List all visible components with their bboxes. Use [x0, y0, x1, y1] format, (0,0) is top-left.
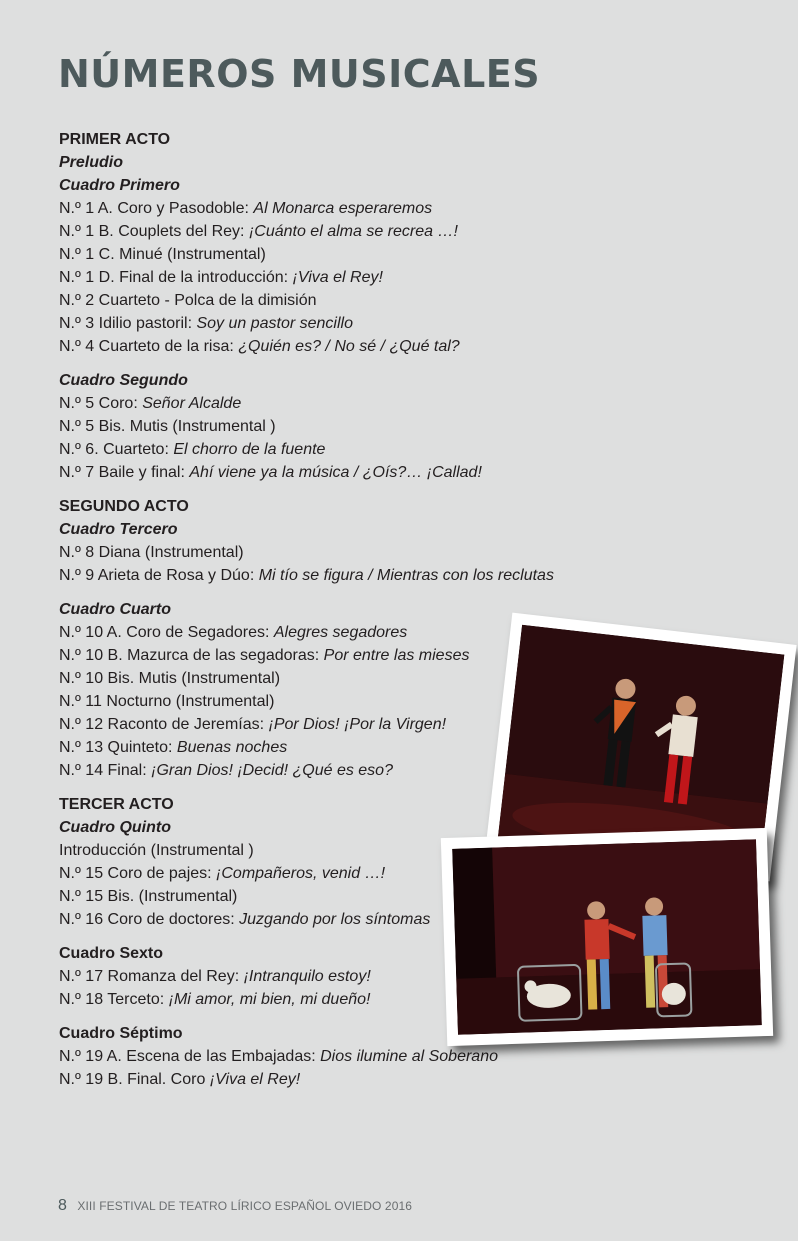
number-label: N.º 2 Cuarteto - Polca de la dimisión: [59, 292, 317, 309]
number-label: N.º 19 B. Final. Coro: [59, 1071, 210, 1088]
section-gap: [59, 587, 579, 598]
piece-title: Soy un pastor sencillo: [196, 315, 353, 332]
number-label: N.º 15 Bis. (Instrumental): [59, 888, 238, 905]
musical-number-item: [59, 541, 579, 564]
musical-number-item: [59, 564, 579, 587]
stage-photo-pages-image: [452, 839, 762, 1034]
number-label: N.º 8 Diana (Instrumental): [59, 544, 244, 561]
number-label: N.º 18 Terceto:: [59, 991, 169, 1008]
piece-title: Por entre las mieses: [323, 647, 470, 664]
number-label: N.º 6. Cuarteto:: [59, 441, 174, 458]
number-label: N.º 10 Bis. Mutis (Instrumental): [59, 670, 281, 687]
number-label: N.º 1 D. Final de la introducción:: [59, 269, 293, 286]
number-label: N.º 19 A. Escena de las Embajadas:: [59, 1048, 321, 1065]
scene-heading: Cuadro Segundo: [59, 372, 188, 389]
footer-text: XIII FESTIVAL DE TEATRO LÍRICO ESPAÑOL OVIEDO 2016: [77, 1199, 413, 1213]
number-label: N.º 1 B. Couplets del Rey:: [59, 223, 249, 240]
piece-title: ¡Intranquilo estoy!: [243, 968, 371, 985]
musical-number-item: [59, 220, 579, 243]
scene-heading: Cuadro Cuarto: [59, 601, 171, 618]
scene-heading: Cuadro Quinto: [59, 819, 171, 836]
musical-number-item: [59, 1045, 579, 1068]
musical-number-item: [59, 392, 579, 415]
number-label: N.º 7 Baile y final:: [59, 464, 190, 481]
piece-title: Al Monarca esperaremos: [253, 200, 433, 217]
section-gap: [59, 358, 579, 369]
piece-title: ¡Viva el Rey!: [292, 269, 383, 286]
musical-number-item: [59, 415, 579, 438]
piece-title: ¡Viva el Rey!: [209, 1071, 301, 1088]
number-label: N.º 13 Quinteto:: [59, 739, 177, 756]
number-label: N.º 9 Arieta de Rosa y Dúo:: [59, 567, 259, 584]
piece-title: Señor Alcalde: [142, 395, 242, 412]
piece-title: ¿Quién es? / No sé / ¿Qué tal?: [238, 338, 460, 355]
act-heading: PRIMER ACTO: [59, 131, 171, 148]
piece-title: ¡Cuánto el alma se recrea …!: [248, 223, 458, 240]
act-heading: Cuadro Sexto: [59, 945, 164, 962]
musical-number-item: [59, 243, 579, 266]
number-label: N.º 17 Romanza del Rey:: [59, 968, 244, 985]
piece-title: Dios ilumine al Soberano: [320, 1048, 498, 1065]
musical-number-item: [59, 621, 579, 644]
page-number: 8: [58, 1197, 67, 1214]
musical-number-item: [59, 197, 579, 220]
act-heading: SEGUNDO ACTO: [59, 498, 189, 515]
piece-title: ¡Gran Dios! ¡Decid! ¿Qué es eso?: [151, 762, 393, 779]
piece-title: ¡Por Dios! ¡Por la Virgen!: [268, 716, 447, 733]
number-label: N.º 10 B. Mazurca de las segadoras:: [59, 647, 324, 664]
musical-number-item: [59, 289, 579, 312]
page-footer: [58, 1197, 412, 1215]
act-heading: Cuadro Séptimo: [59, 1025, 183, 1042]
number-label: N.º 4 Cuarteto de la risa:: [59, 338, 239, 355]
scene-heading: Preludio: [59, 154, 124, 171]
piece-title: ¡Mi amor, mi bien, mi dueño!: [168, 991, 371, 1008]
piece-title: Buenas noches: [176, 739, 288, 756]
piece-title: ¡Compañeros, venid …!: [216, 865, 386, 882]
number-label: N.º 12 Raconto de Jeremías:: [59, 716, 269, 733]
number-label: Introducción (Instrumental ): [59, 842, 254, 859]
number-label: N.º 5 Coro:: [59, 395, 143, 412]
musical-number-item: [59, 266, 579, 289]
number-label: N.º 15 Coro de pajes:: [59, 865, 217, 882]
stage-photo-pages: [441, 828, 773, 1046]
musical-number-item: [59, 335, 579, 358]
musical-number-item: [59, 644, 579, 667]
piece-title: Alegres segadores: [273, 624, 408, 641]
piece-title: El chorro de la fuente: [173, 441, 326, 458]
piece-title: Juzgando por los síntomas: [239, 911, 431, 928]
number-label: N.º 3 Idilio pastoril:: [59, 315, 197, 332]
musical-number-item: [59, 461, 579, 484]
number-label: N.º 14 Final:: [59, 762, 152, 779]
number-label: N.º 1 C. Minué (Instrumental): [59, 246, 266, 263]
page-title: NÚMEROS MUSICALES: [58, 52, 541, 96]
number-label: N.º 16 Coro de doctores:: [59, 911, 240, 928]
number-label: N.º 1 A. Coro y Pasodoble:: [59, 200, 254, 217]
musical-number-item: [59, 438, 579, 461]
scene-heading: Cuadro Primero: [59, 177, 180, 194]
piece-title: Mi tío se figura / Mientras con los reclutas: [258, 567, 554, 584]
musical-number-item: [59, 667, 579, 690]
number-label: N.º 5 Bis. Mutis (Instrumental ): [59, 418, 276, 435]
act-heading: TERCER ACTO: [59, 796, 174, 813]
number-label: N.º 10 A. Coro de Segadores:: [59, 624, 274, 641]
piece-title: Ahí viene ya la música / ¿Oís?… ¡Callad!: [189, 464, 482, 481]
musical-number-item: [59, 312, 579, 335]
musical-number-item: [59, 1068, 579, 1091]
scene-heading: Cuadro Tercero: [59, 521, 178, 538]
section-gap: [59, 484, 579, 495]
number-label: N.º 11 Nocturno (Instrumental): [59, 693, 275, 710]
